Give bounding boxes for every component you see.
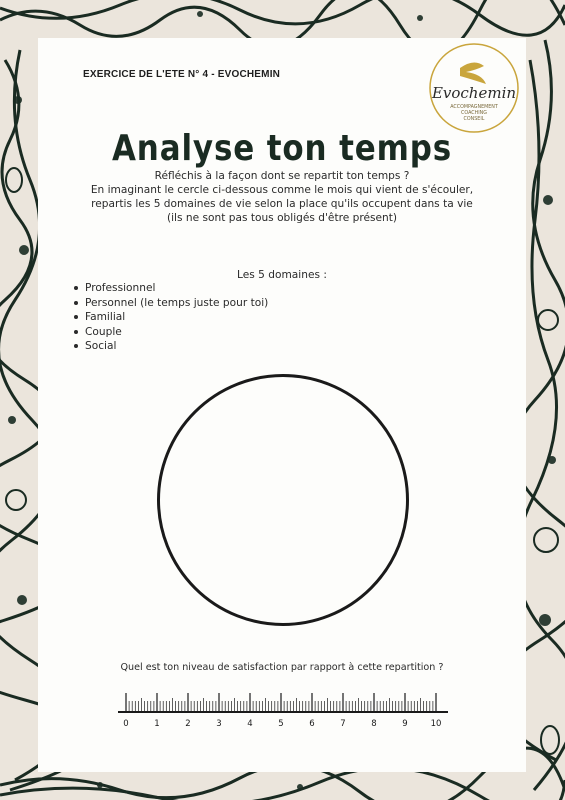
domains-list: [71, 281, 268, 354]
list-item: Social: [71, 339, 268, 354]
list-item: Professionnel: [71, 281, 268, 296]
logo-tagline-3: CONSEIL: [463, 117, 485, 122]
ruler-tick-label: 10: [430, 719, 442, 729]
ruler-tick-label: 4: [247, 719, 253, 729]
logo-brand-text: Evochemin: [431, 84, 517, 102]
ruler-tick-label: 6: [309, 719, 315, 729]
ruler-tick-label: 3: [216, 719, 222, 729]
intro-text: [38, 169, 526, 225]
logo-tagline-2: COACHING: [461, 111, 487, 116]
evochemin-logo: [426, 40, 522, 136]
ruler-tick-label: 1: [154, 719, 160, 729]
ruler-tick-label: 5: [278, 719, 284, 729]
time-circle[interactable]: [157, 374, 409, 626]
satisfaction-ruler[interactable]: [118, 688, 448, 733]
page-title: Analyse ton temps: [111, 128, 453, 169]
satisfaction-question: Quel est ton niveau de satisfaction par rapport à cette repartition ?: [120, 662, 444, 673]
ruler-tick-label: 0: [123, 719, 129, 729]
ruler-tick-label: 8: [371, 719, 377, 729]
intro-line: (ils ne sont pas tous obligés d'être présent): [166, 212, 398, 224]
list-item: Couple: [71, 325, 268, 340]
ruler-tick-label: 2: [185, 719, 191, 729]
ruler-tick-label: 9: [402, 719, 408, 729]
intro-line: Réfléchis à la façon dont se repartit ton temps ?: [154, 170, 410, 182]
list-item: Personnel (le temps juste pour toi): [71, 296, 268, 311]
intro-line: En imaginant le cercle ci-dessous comme le mois qui vient de s'écouler,: [90, 184, 474, 196]
ruler-tick-label: 7: [340, 719, 346, 729]
list-item: Familial: [71, 310, 268, 325]
intro-line: repartis les 5 domaines de vie selon la place qu'ils occupent dans ta vie: [91, 198, 473, 210]
exercise-label: EXERCICE DE L'ETE N° 4 - EVOCHEMIN: [83, 69, 281, 80]
worksheet-page: [38, 38, 526, 772]
logo-tagline-1: ACCOMPAGNEMENT: [450, 105, 498, 110]
domains-heading: Les 5 domaines :: [237, 269, 327, 281]
